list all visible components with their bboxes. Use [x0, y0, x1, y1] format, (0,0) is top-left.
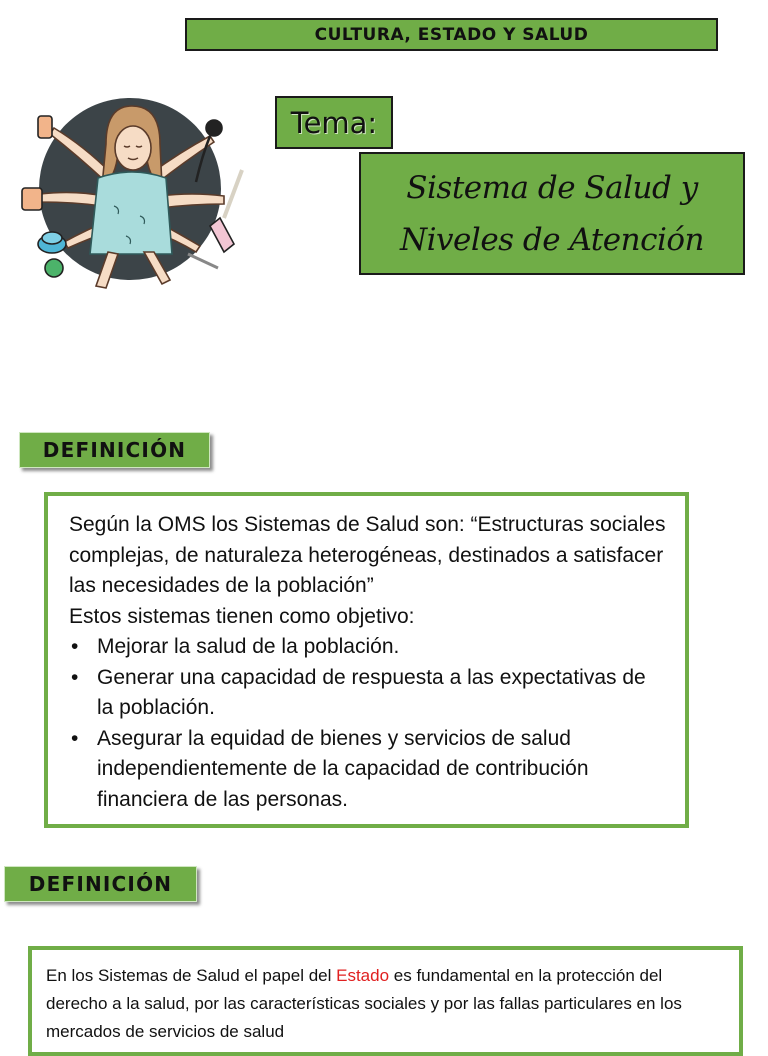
list-item-text: Mejorar la salud de la población.: [97, 635, 400, 658]
estado-highlight: Estado: [336, 966, 390, 985]
bullet-marker: •: [71, 635, 79, 658]
topic-title-line-2: Niveles de Atención: [400, 221, 704, 258]
objectives-list: [69, 632, 667, 815]
list-item: [69, 663, 667, 724]
multitasking-woman-illustration: [14, 86, 274, 316]
definition-paragraph-oms: Según la OMS los Sistemas de Salud son: “Estructuras sociales complejas, de naturaleza heterogéneas, destinados a satisfacer las necesidades de la población”: [69, 513, 666, 597]
tema-label: Tema:: [275, 96, 393, 149]
definition-paragraph-objectives: Estos sistemas tienen como objetivo:: [69, 604, 415, 628]
list-item: [69, 632, 667, 663]
topic-title-line-1: Sistema de Salud y: [406, 169, 698, 206]
definition-box-2: [28, 946, 743, 1056]
list-item-text: Generar una capacidad de respuesta a las expectativas de la población.: [97, 665, 646, 719]
definition-box-1: [44, 492, 689, 828]
bullet-marker: •: [71, 726, 79, 750]
topic-title-box: [359, 152, 745, 275]
definition-label-2: DEFINICIÓN: [4, 866, 197, 902]
estado-text-before: En los Sistemas de Salud el papel del: [46, 966, 337, 985]
list-item: [69, 724, 667, 816]
definition-label-1: DEFINICIÓN: [19, 432, 210, 468]
header-title: CULTURA, ESTADO Y SALUD: [185, 18, 718, 51]
estado-text-after: es fundamental en la protección del derecho a la salud, por las características sociales y por las fallas particulares en los mercados de servicios de salud: [46, 966, 682, 1041]
bullet-marker: •: [71, 665, 79, 689]
list-item-text: Asegurar la equidad de bienes y servicios de salud independientemente de la capacidad de contribución financiera de las personas.: [97, 726, 589, 811]
